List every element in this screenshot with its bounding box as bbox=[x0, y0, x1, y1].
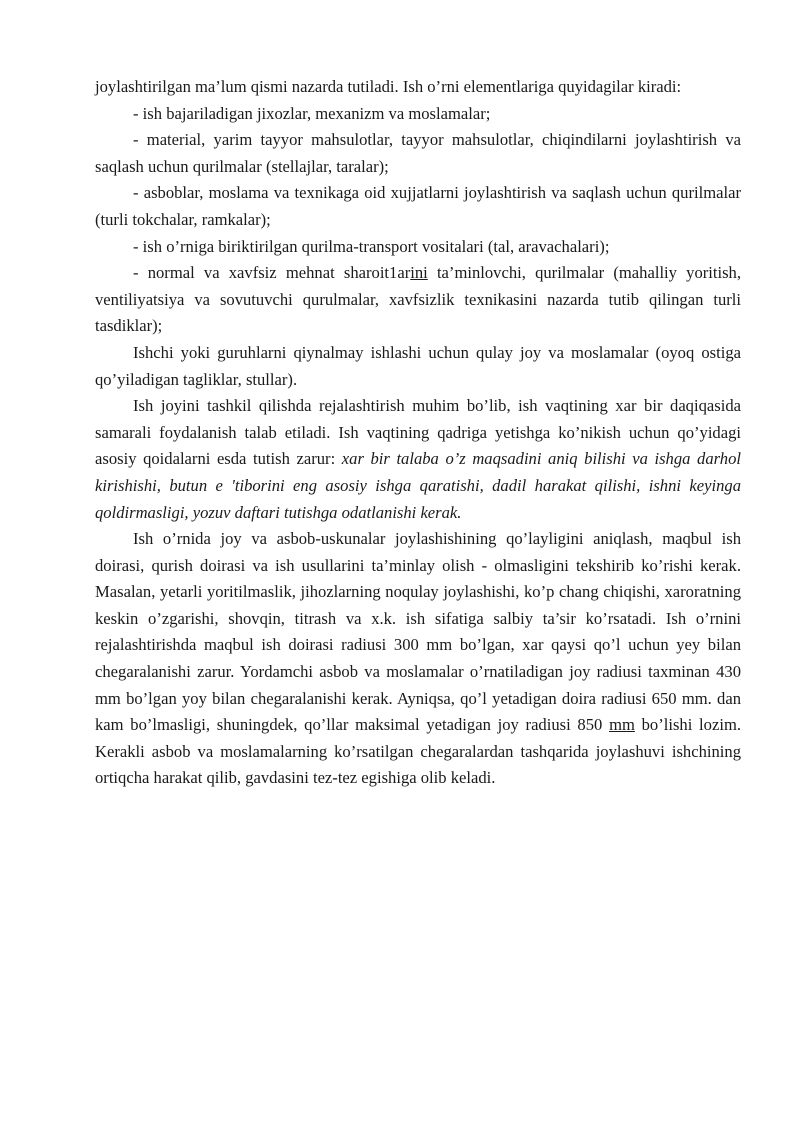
list-item-transport: - ish o’rniga biriktirilgan qurilma-transport vositalari (tal, aravachalari); bbox=[133, 236, 610, 256]
underlined-suffix: ini bbox=[410, 263, 428, 283]
paragraph-planning bbox=[95, 393, 741, 526]
safety-text-start: - normal va xavfsiz mehnat sharoit1ar bbox=[133, 263, 411, 283]
workspace-text-start: Ish o’rnida joy va asbob-uskunalar joylashishining qo’layligini aniqlash, maqbul ish doirasi, qurish doirasi va ish usullarini ta’minlay olish - olmasligini tekshirib ko’rishi kerak. Masalan, yetarli yoritilmaslik, jihozlarning noqulay joylashishi, ko’p chang chiqishi, xaroratning keskin o’zgarishi, shovqin, titrash va x.k. ish sifatiga salbiy ta’sir ko’rsatadi. Ish o’rnini rejalashtirishda maqbul ish doirasi radiusi 300 mm bo’lgan, xar qaysi qo’l uchun yey bilan chegaralanishi zarur. Yordamchi asbob va moslamalar o’rnatiladigan joy radiusi taxminan 430 mm bo’lgan yoy bilan chegaralanishi kerak. Ayniqsa, qo’l yetadigan doira radiusi 650 mm. dan kam bo’lmasligi, shuningdek, qo’llar maksimal yetadigan joy radiusi 850 bbox=[95, 529, 741, 735]
list-item-materials: - material, yarim tayyor mahsulotlar, tayyor mahsulotlar, chiqindilarni joylashtirish va saqlash uchun qurilmalar (stellajlar, taralar); bbox=[95, 130, 741, 176]
paragraph-workspace bbox=[95, 526, 741, 792]
workspace-text-end: bo’lishi lozim. Kerakli asbob va moslamalarning ko’rsatilgan chegaralardan tashqarida joylashuvi ishchining ortiqcha harakat qilib, gavdasini tez-tez egishiga olib keladi. bbox=[95, 715, 741, 788]
list-item-safety bbox=[95, 260, 741, 340]
list-item-equipment: - ish bajariladigan jixozlar, mexanizm va moslamalar; bbox=[133, 103, 491, 123]
document-page bbox=[95, 74, 741, 792]
list-item-tools: - asboblar, moslama va texnikaga oid xujjatlarni joylashtirish va saqlash uchun qurilmalar (turli tokchalar, ramkalar); bbox=[95, 183, 741, 229]
safety-text-end: ta’minlovchi, qurilmalar (mahalliy yoritish, ventiliyatsiya va sovutuvchi qurulmalar, xavfsizlik texnikasini nazarda tutib qilingan turli tasdiklar); bbox=[95, 263, 742, 336]
planning-rules-italic: xar bir talaba o’z maqsadini aniq bilishi va ishga darhol kirishishi, butun e 'tiborini eng asosiy ishga qaratishi, dadil harakat qilishi, ishni keyinga qoldirmasligi, yozuv daftari tutishga odatlanishi kerak. bbox=[95, 449, 741, 522]
paragraph-workers: Ishchi yoki guruhlarni qiynalmay ishlashi uchun qulay joy va moslamalar (oyoq ostiga qo’yiladigan tagliklar, stullar). bbox=[95, 342, 741, 389]
planning-text: Ish joyini tashkil qilishda rejalashtirish muhim bo’lib, ish vaqtining xar bir daqiqasida samarali foydalanish talab etiladi. Ish vaqtining qadriga yetishga ko’nikish uchun qo’yidagi asosiy qoidalarni esda tutish zarur: bbox=[95, 396, 741, 469]
paragraph-intro: joylashtirilgan ma’lum qismi nazarda tutiladi. Ish o’rni elementlariga quyidagilar kiradi: bbox=[95, 77, 682, 96]
underlined-unit: mm bbox=[609, 715, 635, 735]
